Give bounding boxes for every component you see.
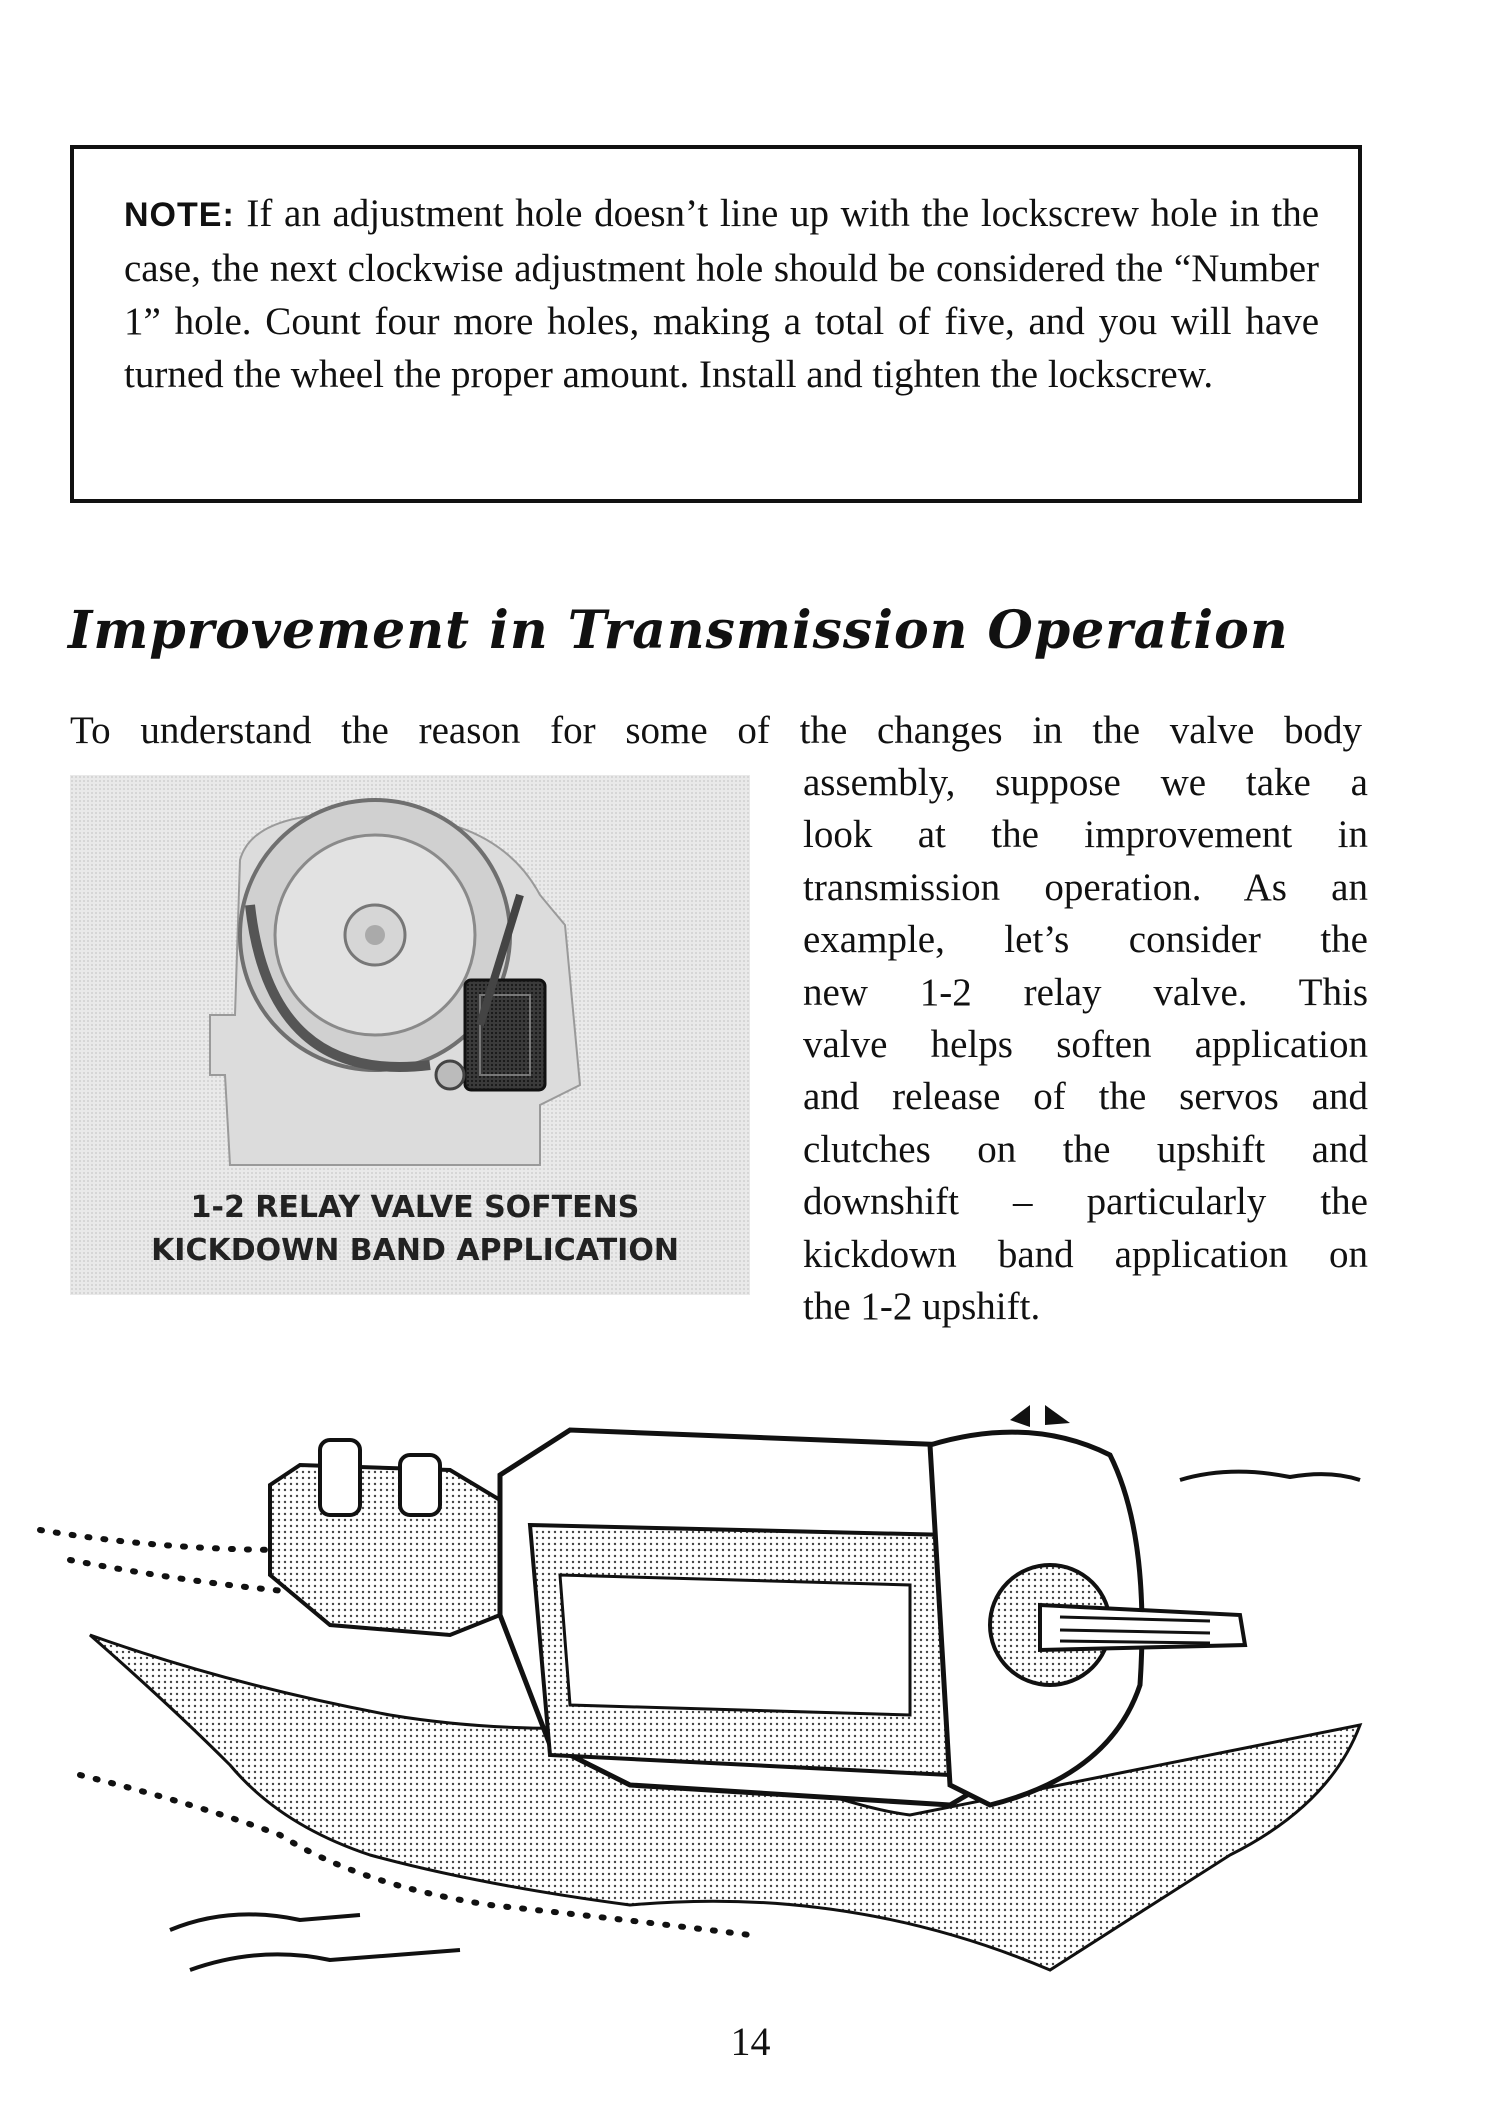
- paragraph-line: and release of the servos and: [803, 1075, 1368, 1119]
- paragraph-line: kickdown band application on: [803, 1232, 1368, 1276]
- side-paragraph: [803, 757, 1368, 1333]
- relay-valve-photo-graphic: [70, 775, 750, 1295]
- paragraph-line: look at the improvement in: [803, 813, 1368, 857]
- section-heading: Improvement in Transmission Operation: [68, 600, 1289, 661]
- note-label: NOTE:: [124, 196, 235, 234]
- note-body: If an adjustment hole doesn’t line up with the lockscrew hole in the case, the next clockwise adjustment hole should be considered the “Number 1” hole. Count four more holes, making a total of five, and you will have turned the wheel the proper amount. Install and tighten the lockscrew.: [124, 192, 1319, 396]
- transmission-illustration: [30, 1385, 1380, 1975]
- photo-caption-line1: 1-2 RELAY VALVE SOFTENS: [190, 1190, 640, 1225]
- paragraph-line: new 1-2 relay valve. This: [803, 970, 1368, 1014]
- intro-line: To understand the reason for some of the changes in the valve body: [70, 709, 1362, 752]
- paragraph-line: example, let’s consider the: [803, 918, 1368, 962]
- paragraph-line: downshift – particularly the: [803, 1180, 1368, 1224]
- relay-valve-photo: [70, 775, 750, 1295]
- photo-caption-line2: KICKDOWN BAND APPLICATION: [151, 1233, 679, 1268]
- paragraph-line: valve helps soften application: [803, 1022, 1368, 1066]
- paragraph-line: assembly, suppose we take a: [803, 761, 1368, 804]
- paragraph-line: the 1-2 upshift.: [803, 1284, 1041, 1328]
- paragraph-line: transmission operation. As an: [803, 865, 1368, 909]
- page-number: 14: [730, 2019, 771, 2064]
- note-box: [70, 145, 1362, 503]
- paragraph-line: clutches on the upshift and: [803, 1127, 1368, 1171]
- note-text: [124, 187, 1319, 401]
- transmission-drawing: [30, 1385, 1380, 1975]
